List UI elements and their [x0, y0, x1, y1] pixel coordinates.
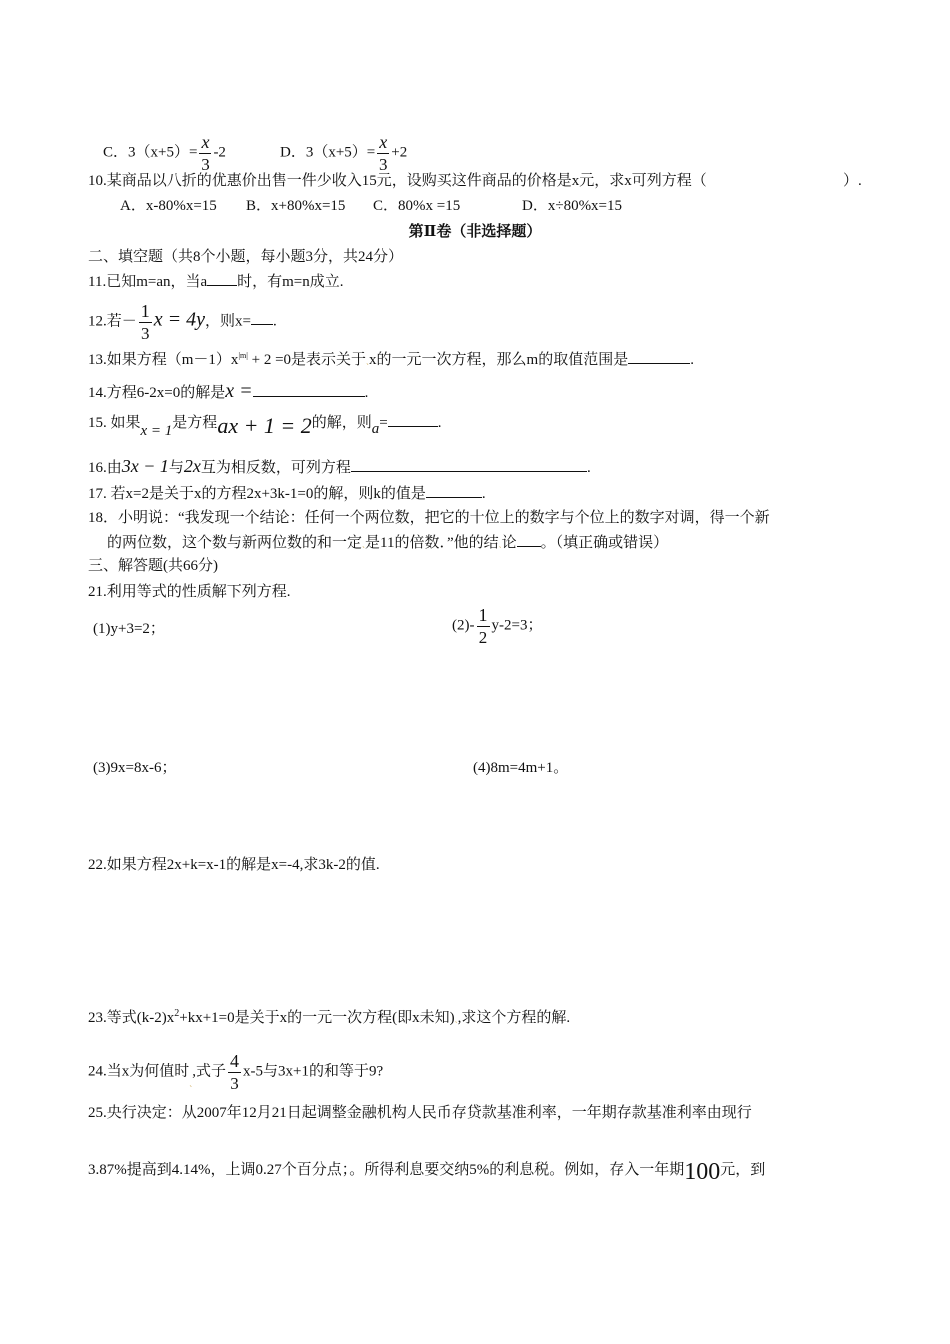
q25-line2: 3.87%提高到4.14%，上调0.27个百分点；。所得利息要交纳5%的利息税。例如，存入一年期100元，到 [88, 1159, 766, 1185]
q10-stem-end: ）. [843, 173, 862, 189]
q21-part2: (2)- $\frac{1}{2}$ y-2=3； [452, 605, 543, 647]
q13: 13.如果方程$(m-1)x^{|m|} + 2 =0$是表示关于ˏx的一元一次方程，那么m的取值范围是 . [88, 351, 694, 368]
fraction: $\frac{4}{3}$ [230, 1051, 240, 1093]
answer-blank [251, 310, 273, 325]
fraction: $\frac{1}{3}$ [140, 301, 150, 343]
q10-stem: 10.某商品以八折的优惠价出售一件少收入15元，设购买这件商品的价格是x元，求x可列方程（ [88, 173, 707, 189]
q10-option-b: B．x+80%x=15 [246, 198, 346, 214]
q9-option-c: C．3（x+5）= $\frac{x}{3}$ -2 [103, 132, 226, 174]
q11: 11.已知m=an，当a 时，有m=n成立. [88, 271, 344, 292]
q15: 15. 如果x = 1是方程ax + 1 = 2的解，则a= . [88, 413, 442, 439]
section2-heading: 二、填空题（共8个小题，每小题3分，共24分） [88, 249, 404, 265]
answer-blank [628, 349, 690, 364]
answer-blank [388, 412, 438, 427]
q17: 17. 若x=2是关于x的方程2x+3k-1=0的解，则k的值是 . [88, 483, 486, 504]
answer-blank [351, 457, 587, 472]
q18-line2: 的两位数，这个数与新两位数的和一定ˏ是11的倍数．”他的结ˏ论 。（填正确或错误） [107, 532, 668, 553]
q14: 14.方程6-2x=0的解是x = . [88, 380, 369, 402]
section3-heading: 三、解答题(共66分) [88, 558, 218, 574]
q24: 24.当x为何值时ˏ,式子 $\frac{4}{3}$ x-5与3x+1的和等于9? [88, 1051, 384, 1093]
fraction: $\frac{1}{2}$ [478, 605, 488, 647]
q22: 22.如果方程2x+k=x-1的解是x=-4,求3k-2的值. [88, 857, 380, 873]
q23: 23.等式$(k-2)x^2+kx+1=0$是关于x的一元一次方程(即x未知)ˏ,求这个方程的解. [88, 1008, 571, 1026]
q25-line1: 25.央行决定：从2007年12月21日起调整金融机构人民币存贷款基准利率，一年期存款基准利率由现行 [88, 1105, 752, 1121]
q21-part3: (3)9x=8x-6； [93, 760, 177, 776]
q21-part4: (4)8m=4m+1。 [473, 760, 569, 776]
q18-line1: 18．小明说：“我发现一个结论：任何一个两位数，把它的十位上的数字与个位上的数字对调，得一个新 [88, 510, 770, 526]
q10-option-d: D．x÷80%x=15 [522, 198, 623, 214]
q21-part1: (1)y+3=2； [93, 621, 165, 637]
q10-option-a: A．x-80%x=15 [120, 198, 217, 214]
fraction: $\frac{x}{3}$ [379, 132, 388, 174]
answer-blank [207, 271, 237, 286]
answer-blank [517, 532, 541, 547]
q16: 16.由3x − 1与2x互为相反数，可列方程 . [88, 456, 591, 476]
q9-option-d: D．3（x+5）= $\frac{x}{3}$ +2 [280, 132, 408, 174]
answer-blank [253, 382, 365, 397]
q10-option-c: C．80%x =15 [373, 198, 461, 214]
q21-title: 21.利用等式的性质解下列方程. [88, 584, 291, 600]
part2-title: 第Ⅱ卷（非选择题） [408, 224, 542, 240]
q12: 12.若－ $\frac{1}{3}$ x = 4y，则x= . [88, 301, 277, 343]
answer-blank [426, 483, 482, 498]
fraction: $\frac{x}{3}$ [201, 132, 210, 174]
